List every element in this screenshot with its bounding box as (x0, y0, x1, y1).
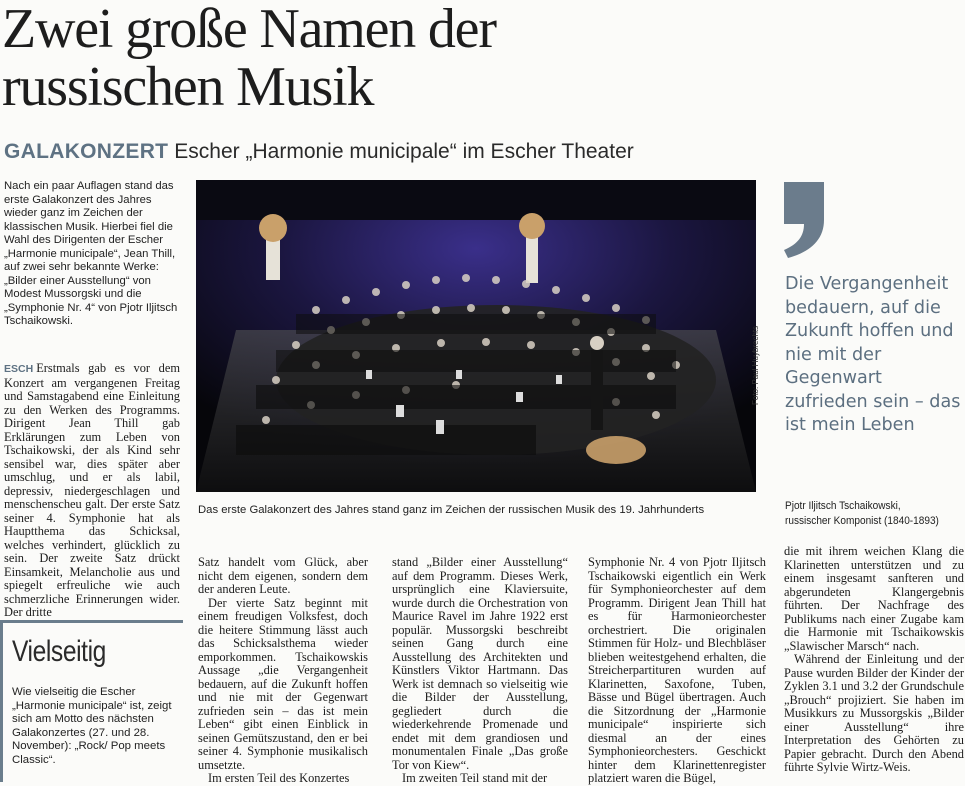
column-1-text: Erstmals gab es vor dem Konzert am vergangenen Freitag und Samstagabend eine Einleitung zu den Werken des Programms. Dirigent Jean Thill gab Erklärungen zum Leben von Tschaikowski, der als Kind sehr sensibel war, dies später aber umschlug, und er als labil, depressiv, niedergeschlagen und menschenscheu galt. Der erste Satz seiner 4. Symphonie hat als Hauptthema das Schicksal, welches verhindert, glücklich zu sein. Der zweite Satz drückt Einsamkeit, Melancholie aus und spiegelt erfreuliche wie auch schmerzliche Erinnerungen wider. Der dritte (4, 361, 180, 619)
article-column-4 (588, 556, 766, 786)
paragraph: stand „Bilder einer Ausstellung“ auf dem Programm. Dieses Werk, ursprünglich eine Klaviersuite, wurde durch die Orchestration von Maurice Ravel im Jahre 1922 erst populär. Mussorgski beschreibt seinen Gang durch eine Ausstellung des Architekten und Künstlers Viktor Hartmann. Das Werk ist demnach so vielseitig wie die Bilder der Ausstellung, gegliedert durch die wiederkehrende Promenade und endet mit dem grandiosen und monumentalen Finale „Das große Tor von Kiew“. (392, 555, 568, 772)
dateline: ESCH (4, 363, 34, 375)
paragraph: Im ersten Teil des Konzertes (208, 771, 350, 785)
sidebar-text: Wie vielseitig die Escher „Harmonie municipale“ ist, zeigt sich am Motto des nächsten Galakonzertes (27. und 28. November): „Rock/ Pop meets Classic“. (12, 686, 172, 766)
article-column-1 (4, 362, 180, 620)
sidebar-side-rule (0, 620, 3, 782)
article-column-3 (392, 556, 568, 786)
photo-credit: Foto: Paul Huybrechts (751, 325, 760, 405)
kicker-label: GALAKONZERT (4, 140, 169, 163)
subheadline (4, 139, 764, 165)
paragraph: Im zweiten Teil stand mit der (402, 771, 548, 785)
photo-caption: Das erste Galakonzert des Jahres stand ganz im Zeichen der russischen Musik des 19. Jahrhunderts (198, 504, 705, 516)
sidebar-title: Vielseitig (12, 635, 106, 668)
paragraph: Satz handelt vom Glück, aber nicht dem eigenen, sondern dem der anderen Leute. (198, 555, 368, 596)
quote-attribution (785, 499, 947, 529)
headline: Zwei große Namen der russischen Musik (2, 0, 496, 118)
concert-photo (196, 180, 756, 492)
quote-mark-icon (780, 180, 828, 258)
article-column-2 (198, 556, 368, 786)
paragraph: die mit ihrem weichen Klang die Klarinetten unterstützen und zu einem insgesamt sanfteren und abgerundeten Klangergebnis führten. Der Nachfrage des Publikums nach einer Zugabe kam die Harmonie mit Tschaikowskis „Slawischer Marsch“ nach. (784, 544, 964, 653)
quote-author: Pjotr Iljitsch Tschaikowski, (785, 500, 901, 512)
intro-lead: Nach ein paar Auflagen stand das erste Galakonzert des Jahres wieder ganz im Zeichen der klassischen Musik. Hierbei fiel die Wahl des Dirigenten der Escher „Harmonie municipale“, Jean Thill, auf zwei sehr bekannte Werke: „Bilder einer Ausstellung“ von Modest Mussorgski und die „Symphonie Nr. 4“ von Pjotr Iljitsch Tschaikowski. (4, 180, 178, 327)
subhead-text: Escher „Harmonie municipale“ im Escher Theater (174, 140, 634, 163)
paragraph: Während der Einleitung und der Pause wurden Bilder der Kinder der Zyklen 3.1 und 3.2 der Grundschule „Brouch“ projiziert. Sie haben im Musikkurs zu Mussorgskis „Bilder einer Ausstellung“ ihre Interpretation des Gehörten zu Papier gebracht. Durch den Abend führte Sylvie Wirtz-Weis. (784, 652, 964, 774)
article-column-5 (784, 545, 964, 775)
paragraph: Der vierte Satz beginnt mit einem freudigen Volksfest, doch die heitere Stimmung lässt auch das Schicksalsthema wieder emporkommen. Tschaikowskis Aussage „die Vergangenheit bedauern, auf die Zukunft hoffen und nie mit der Gegenwart zufrieden sein – das ist mein Leben“ gibt einen Einblick in seinen Gemütszustand, den er bei seiner 4. Symphonie musikalisch umsetzte. (198, 595, 368, 772)
quote-author-role: russischer Komponist (1840-1893) (785, 515, 939, 527)
paragraph: Symphonie Nr. 4 von Pjotr Iljitsch Tschaikowski eigentlich ein Werk für Symphonieorchester auf dem Programm. Dirigent Jean Thill hat es für Harmonieorchester orchestriert. Die originalen Stimmen für Holz- und Blechbläser blieben weitestgehend erhalten, die Streicherpartituren wurden auf Klarinetten, Saxofone, Tuben, Bässe und Bügel übertragen. Auch die Sitzordnung der „Harmonie municipale“ inspirierte sich diesmal an der eines Symphonieorchesters. Geschickt hinter dem Klarinettenregister platziert waren die Bügel, (588, 555, 766, 785)
sidebar-top-rule (0, 620, 183, 623)
pull-quote: Die Vergangenheit bedauern, auf die Zukunft hoffen und nie mit der Gegenwart zufrieden sein – das ist mein Leben (785, 274, 961, 435)
